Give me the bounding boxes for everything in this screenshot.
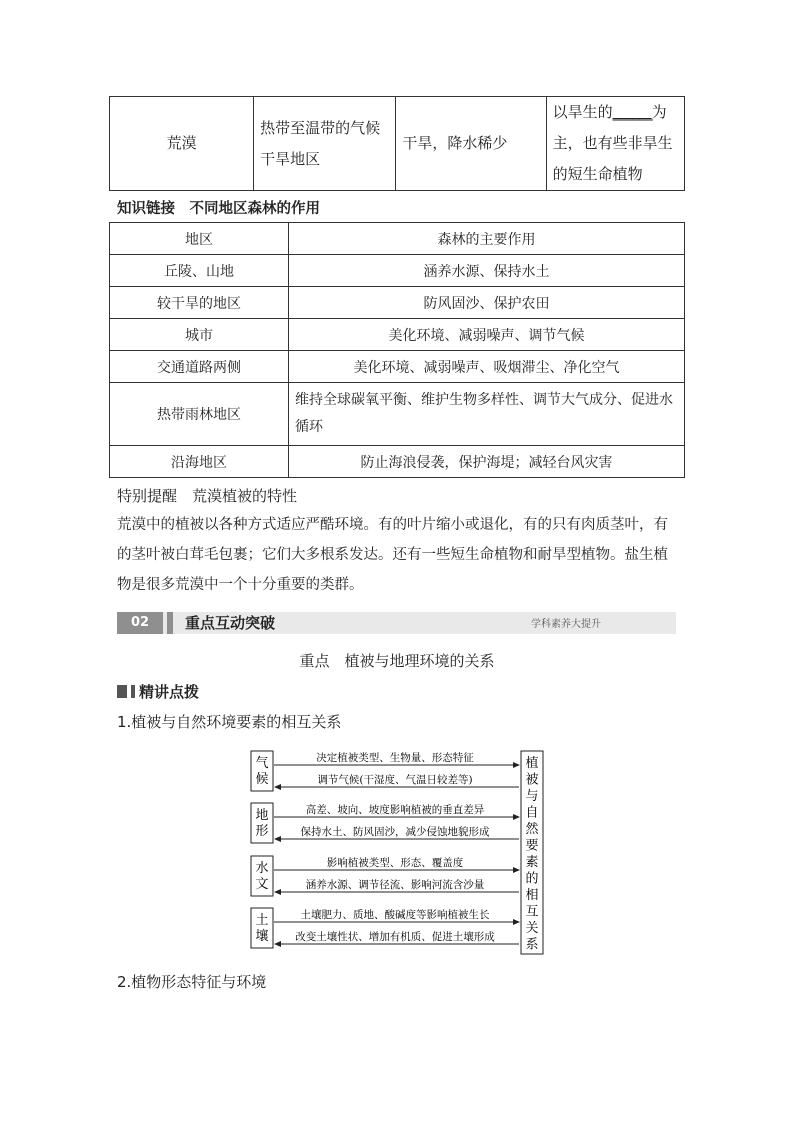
subheading-2: 2.植物形态特征与环境 (117, 973, 267, 991)
right-box-char: 被 (525, 772, 539, 788)
region-cell: 城市 (110, 319, 289, 351)
effect-label: 高差、坡向、坡度影响植被的垂直差异 (305, 804, 485, 816)
section-label (117, 681, 199, 702)
role-cell: 维持全球碳氧平衡、维护生物多样性、调节大气成分、促进水循环 (289, 383, 685, 446)
table-row (110, 446, 685, 478)
effect-label: 改变土壤性状、增加有机质、促进土壤形成 (295, 931, 495, 943)
element-name-char: 形 (255, 824, 269, 839)
section-tagline: 学科素养大提升 (531, 619, 601, 630)
vegetation-relation-diagram (245, 745, 550, 957)
diagram-row (251, 856, 519, 896)
desert-name: 荒漠 (110, 97, 254, 191)
column-header: 森林的主要作用 (289, 223, 685, 255)
element-name-char: 候 (255, 772, 269, 787)
table-row (110, 287, 685, 319)
right-box-char: 素 (525, 855, 539, 870)
effect-label: 保持水土、防风固沙，减少侵蚀地貌形成 (300, 826, 490, 838)
element-name-char: 地 (255, 808, 269, 823)
right-box-char: 植 (525, 756, 539, 771)
region-cell: 交通道路两侧 (110, 351, 289, 383)
column-header: 地区 (110, 223, 289, 255)
role-cell: 美化环境、减弱噪声、吸烟滞尘、净化空气 (289, 351, 685, 383)
effect-label: 土壤肥力、质地、酸碱度等影响植被生长 (300, 909, 490, 921)
region-cell: 较干旱的地区 (110, 287, 289, 319)
diagram-row (251, 751, 519, 791)
right-box-char: 关 (525, 921, 539, 936)
reminder-heading: 特别提醒 荒漠植被的特性 (117, 487, 298, 505)
role-cell: 防风固沙、保护农田 (289, 287, 685, 319)
right-box-char: 的 (525, 871, 539, 887)
role-cell: 防止海浪侵袭，保护海堤；减轻台风灾害 (289, 446, 685, 478)
region-cell: 丘陵、山地 (110, 255, 289, 287)
region-cell: 热带雨林地区 (110, 383, 289, 446)
diagram-row (251, 803, 519, 843)
effect-label: 涵养水源、调节径流、影响河流含沙量 (305, 879, 485, 891)
desert-water: 干旱，降水稀少 (396, 97, 546, 191)
role-cell: 涵养水源、保持水土 (289, 255, 685, 287)
plants-suffix: 为主，也有些非旱生的短生命植物 (552, 103, 673, 183)
effect-label: 决定植被类型、生物量、形态特征 (316, 752, 474, 764)
element-name-char: 气 (255, 756, 269, 771)
right-box-char: 与 (525, 789, 539, 804)
reminder-text: 荒漠中的植被以各种方式适应严酷环境。有的叶片缩小或退化，有的只有肉质茎叶，有的茎叶被白茸毛包裹；它们大多根系发达。还有一些短生命植物和耐旱型植物。盐生植物是很多荒漠中一个十分重要的类群。 (117, 517, 668, 593)
desert-climate: 热带至温带的气候干旱地区 (254, 97, 396, 191)
forest-link-heading: 知识链接 不同地区森林的作用 (117, 201, 320, 217)
section-title: 重点互动突破 (185, 614, 276, 632)
right-box-char: 然 (525, 822, 539, 837)
table-header (110, 223, 685, 255)
square-icon (117, 685, 129, 698)
right-box-char: 互 (525, 904, 539, 920)
desert-table (109, 96, 685, 191)
key-point-title: 重点 植被与地理环境的关系 (299, 652, 495, 670)
element-name-char: 水 (255, 861, 269, 876)
table-row (110, 97, 685, 191)
element-name-char: 文 (255, 877, 269, 892)
subheading-1: 1.植被与自然环境要素的相互关系 (117, 713, 342, 731)
banner-bar (167, 612, 173, 634)
section-banner (117, 612, 676, 634)
section-number: 02 (117, 612, 163, 634)
effect-label: 影响植被类型、形态、覆盖度 (326, 857, 464, 869)
element-name-char: 土 (255, 913, 269, 928)
section-label-text: 精讲点拨 (139, 683, 200, 701)
forest-table (109, 222, 685, 478)
desert-plants (546, 97, 684, 191)
effect-label: 调节气候(干湿度、气温日较差等) (317, 774, 473, 786)
table-row (110, 383, 685, 446)
table-row (110, 351, 685, 383)
region-cell: 沿海地区 (110, 446, 289, 478)
plants-prefix: 以旱生的 (552, 103, 613, 121)
diagram-row (251, 908, 519, 948)
table-row (110, 319, 685, 351)
element-name-char: 壤 (255, 929, 269, 944)
square-icon (131, 685, 137, 698)
table-row (110, 255, 685, 287)
right-box-char: 系 (525, 937, 539, 953)
right-box-char: 自 (525, 805, 539, 821)
right-box-char: 相 (525, 888, 539, 903)
role-cell: 美化环境、减弱噪声、调节气候 (289, 319, 685, 351)
plants-blank: ______ (612, 103, 652, 121)
right-box-char: 要 (525, 838, 539, 854)
